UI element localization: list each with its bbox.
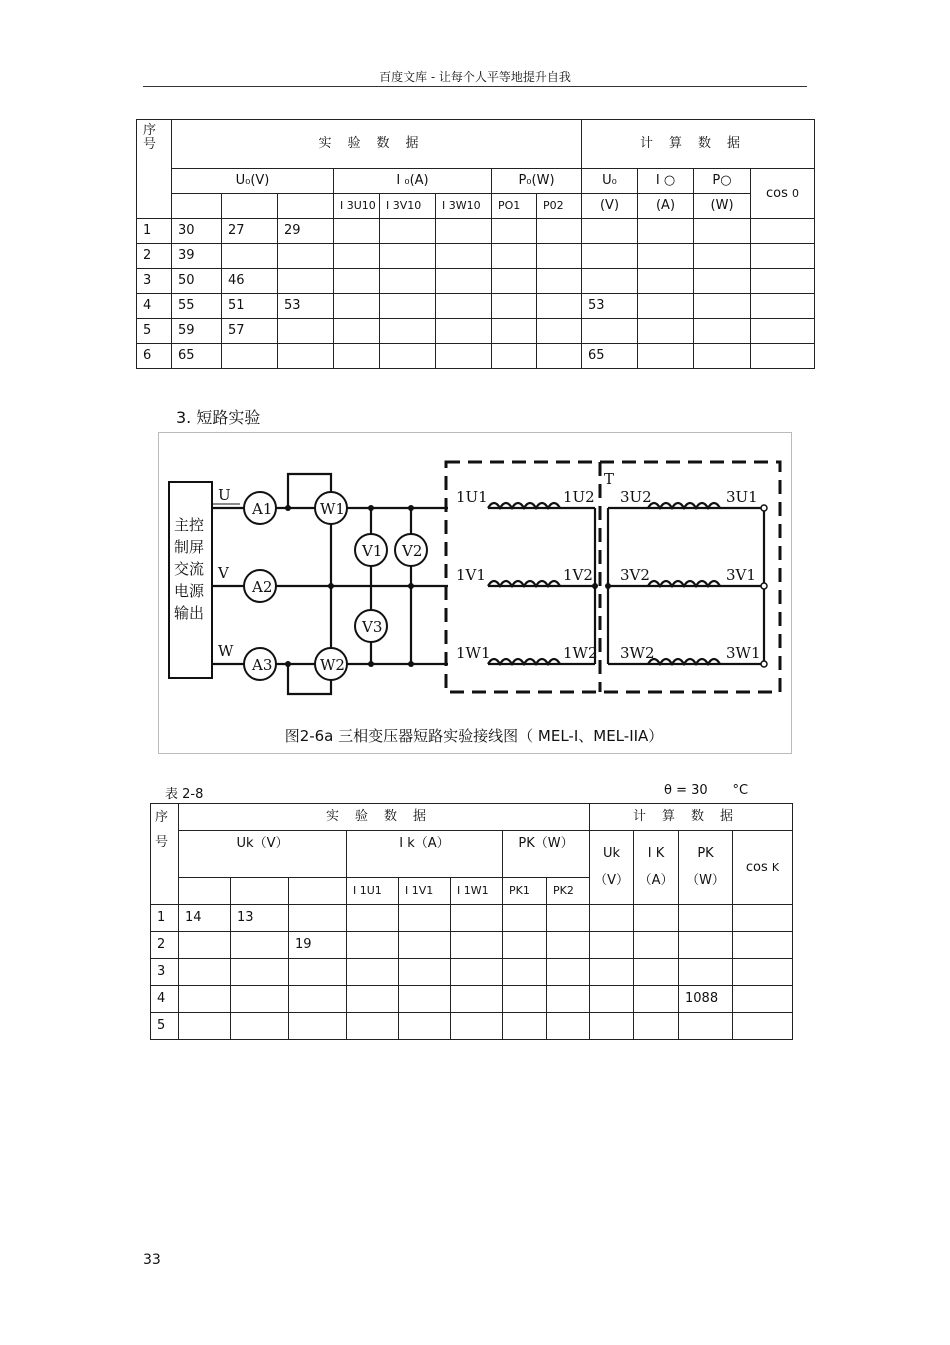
cosk-label: cos (745, 859, 768, 875)
table-cell (547, 932, 590, 959)
table-cell (634, 959, 679, 986)
table-cell (436, 319, 492, 344)
table-cell: 65 (172, 344, 222, 369)
ik-calc-label: I K (647, 846, 665, 862)
table-cell: 53 (278, 294, 334, 319)
terminal-3w2: 3W2 (620, 644, 655, 662)
table-row (137, 319, 815, 344)
table-cell (278, 344, 334, 369)
p0-unit: (W) (694, 194, 751, 219)
table-cell: 53 (582, 294, 638, 319)
ammeter-a2-label: A2 (252, 578, 273, 596)
source-label-line-4: 电源 (174, 582, 205, 600)
ik-calc-header (634, 831, 679, 905)
table-cell (694, 319, 751, 344)
table-row (151, 905, 793, 932)
table-cell (347, 905, 399, 932)
table-cell (582, 244, 638, 269)
table-cell (537, 319, 582, 344)
voltmeter-v1-label: V1 (362, 542, 383, 560)
seq-header: 序 号 (137, 120, 172, 219)
po1-header: PO1 (492, 194, 537, 219)
table-cell (638, 219, 694, 244)
table-cell (537, 244, 582, 269)
table-cell (334, 344, 380, 369)
table-cell (179, 986, 231, 1013)
cos-header (751, 169, 815, 219)
table-cell (492, 344, 537, 369)
pk-header: PK（W） (503, 831, 590, 878)
open-circuit-table (136, 119, 815, 369)
phase-v-label: V (218, 564, 229, 582)
table-cell: 65 (582, 344, 638, 369)
table-cell (634, 1013, 679, 1040)
table-cell (503, 959, 547, 986)
table-cell: 3 (137, 269, 172, 294)
source-label-line-3: 交流 (174, 560, 205, 578)
table-row (137, 269, 815, 294)
table-cell: 3 (151, 959, 179, 986)
i3u-header: I 3U10 (334, 194, 380, 219)
table-cell: 51 (222, 294, 278, 319)
table-cell (638, 244, 694, 269)
u0-calc-header: U₀ (582, 169, 638, 194)
pk-calc-unit: （W） (686, 873, 725, 889)
terminal-3u1: 3U1 (726, 488, 758, 506)
table-cell (436, 344, 492, 369)
table-cell (751, 269, 815, 294)
table-row (137, 344, 815, 369)
short-circuit-table (150, 803, 793, 1040)
table-cell (537, 344, 582, 369)
table-cell (492, 319, 537, 344)
table-cell (399, 986, 451, 1013)
table-cell (733, 905, 793, 932)
terminal-1w1: 1W1 (456, 644, 491, 662)
ammeter-a1-label: A1 (252, 500, 273, 518)
table-cell: 55 (172, 294, 222, 319)
table-row (137, 244, 815, 269)
i3w-header: I 3W10 (436, 194, 492, 219)
table-cell (436, 294, 492, 319)
wattmeter-w2-label: W2 (320, 656, 345, 674)
terminal-1u1: 1U1 (456, 488, 488, 506)
table-cell (694, 219, 751, 244)
i0-calc-header: I ○ (638, 169, 694, 194)
page-header: 百度文库 - 让每个人平等地提升自我 (379, 70, 571, 84)
table-cell (347, 986, 399, 1013)
table-cell (399, 1013, 451, 1040)
cosk-subscript: K (771, 860, 780, 874)
table-cell: 46 (222, 269, 278, 294)
table-cell (733, 1013, 793, 1040)
table-cell (278, 269, 334, 294)
table-cell: 39 (172, 244, 222, 269)
table-cell (222, 344, 278, 369)
table-cell (347, 959, 399, 986)
table-cell (492, 219, 537, 244)
uk-calc-header (590, 831, 634, 905)
table-cell (547, 1013, 590, 1040)
table-cell (638, 294, 694, 319)
i1w-header: I 1W1 (451, 878, 503, 905)
table-cell (679, 959, 733, 986)
table-cell: 4 (151, 986, 179, 1013)
table-cell (634, 986, 679, 1013)
page-number: 33 (143, 1252, 161, 1268)
table-cell (334, 319, 380, 344)
table-cell: 50 (172, 269, 222, 294)
temperature-readout (664, 783, 748, 798)
cos-label: cos (766, 185, 788, 201)
table-cell (638, 269, 694, 294)
theta-value: θ = 30 (664, 783, 708, 798)
table-cell (492, 294, 537, 319)
table-cell: 2 (151, 932, 179, 959)
terminal-3u2: 3U2 (620, 488, 652, 506)
table-cell: 4 (137, 294, 172, 319)
table-cell (451, 986, 503, 1013)
po2-header: P02 (537, 194, 582, 219)
table-cell (590, 986, 634, 1013)
terminal-1v1: 1V1 (456, 566, 486, 584)
table-cell (231, 986, 289, 1013)
table-cell (231, 932, 289, 959)
table2-body (151, 905, 793, 1040)
section-title: 3. 短路实验 (176, 408, 261, 427)
terminal-3v2: 3V2 (620, 566, 650, 584)
table-cell (547, 986, 590, 1013)
table-row (137, 294, 815, 319)
table-cell (694, 294, 751, 319)
table-cell (179, 932, 231, 959)
table-cell (451, 1013, 503, 1040)
table-cell (179, 959, 231, 986)
table-cell (503, 932, 547, 959)
table-cell (451, 905, 503, 932)
table-cell (278, 319, 334, 344)
table-row (151, 986, 793, 1013)
table-cell (334, 294, 380, 319)
table-row (137, 219, 815, 244)
seq-header-2: 序 号 (151, 804, 179, 905)
i3v-header: I 3V10 (380, 194, 436, 219)
table-cell (733, 986, 793, 1013)
table-cell (590, 959, 634, 986)
table-cell (380, 219, 436, 244)
table-cell (436, 244, 492, 269)
wattmeter-w1-label: W1 (320, 500, 345, 518)
table-cell (451, 932, 503, 959)
table-cell (590, 905, 634, 932)
terminal-1u2: 1U2 (563, 488, 595, 506)
cosk-header (733, 831, 793, 905)
uk-calc-unit: （V） (594, 873, 629, 889)
table-cell: 59 (172, 319, 222, 344)
i0-header: I ₀(A) (334, 169, 492, 194)
table-cell (399, 905, 451, 932)
table-cell (289, 959, 347, 986)
table-cell (679, 905, 733, 932)
calc-data-header-2: 计算数据 (590, 804, 793, 831)
phase-w-label: W (218, 642, 234, 660)
table-cell (634, 932, 679, 959)
table-cell: 29 (278, 219, 334, 244)
table-cell (399, 932, 451, 959)
source-label-line-1: 主控 (174, 516, 205, 534)
table-cell (582, 269, 638, 294)
table-cell (451, 959, 503, 986)
uk-header: Uk（V） (179, 831, 347, 878)
table-cell: 6 (137, 344, 172, 369)
table-label: 表 2-8 (165, 787, 204, 802)
table-cell (582, 319, 638, 344)
table-cell (751, 219, 815, 244)
table-row (151, 1013, 793, 1040)
table-cell (751, 244, 815, 269)
exp-data-header-2: 实验数据 (179, 804, 590, 831)
table-cell (537, 269, 582, 294)
table-cell: 57 (222, 319, 278, 344)
table-cell (334, 244, 380, 269)
table-cell (289, 905, 347, 932)
terminal-1v2: 1V2 (563, 566, 593, 584)
table-cell (289, 986, 347, 1013)
table-cell (638, 344, 694, 369)
table-cell (503, 1013, 547, 1040)
table-cell (289, 1013, 347, 1040)
table-cell: 1088 (679, 986, 733, 1013)
temperature-unit: °C (732, 783, 749, 798)
table-cell (679, 932, 733, 959)
ik-header: I k（A） (347, 831, 503, 878)
table-cell: 13 (231, 905, 289, 932)
ik-calc-unit: （A） (638, 873, 674, 889)
table-cell (436, 219, 492, 244)
table-cell: 27 (222, 219, 278, 244)
p0-calc-header: P○ (694, 169, 751, 194)
i1u-header: I 1U1 (347, 878, 399, 905)
table-cell (547, 905, 590, 932)
table-cell (537, 294, 582, 319)
u0-header: U₀(V) (172, 169, 334, 194)
table-cell (436, 269, 492, 294)
figure-caption: 图2-6a 三相变压器短路实验接线图（ MEL-I、MEL-IIA） (284, 727, 664, 745)
table-cell (380, 319, 436, 344)
table-cell (380, 269, 436, 294)
exp-data-header: 实验数据 (172, 120, 582, 169)
table-cell (231, 959, 289, 986)
table-cell (679, 1013, 733, 1040)
table-cell (231, 1013, 289, 1040)
table-cell (380, 294, 436, 319)
table-cell: 5 (137, 319, 172, 344)
wiring-diagram (158, 432, 790, 732)
table1-body (137, 219, 815, 369)
table-cell (694, 344, 751, 369)
table-cell (751, 319, 815, 344)
i1v-header: I 1V1 (399, 878, 451, 905)
source-label-line-5: 输出 (174, 604, 205, 622)
voltmeter-v2-label: V2 (402, 542, 423, 560)
table-cell: 1 (137, 219, 172, 244)
u0-unit: (V) (582, 194, 638, 219)
p0-header: P₀(W) (492, 169, 582, 194)
table-cell: 19 (289, 932, 347, 959)
table-cell (278, 244, 334, 269)
voltmeter-v3-label: V3 (362, 618, 383, 636)
table-cell (590, 1013, 634, 1040)
header-rule (143, 86, 807, 87)
table-cell (399, 959, 451, 986)
table-cell (492, 244, 537, 269)
table-cell (537, 219, 582, 244)
transformer-label: T (604, 470, 615, 488)
pk2-header: PK2 (547, 878, 590, 905)
table-cell (694, 269, 751, 294)
table-cell (751, 294, 815, 319)
table-cell (334, 219, 380, 244)
table-cell (222, 244, 278, 269)
table-cell: 2 (137, 244, 172, 269)
table-cell (694, 244, 751, 269)
cos-subscript: 0 (792, 186, 800, 200)
table-cell (347, 1013, 399, 1040)
table-cell (503, 986, 547, 1013)
table-cell: 1 (151, 905, 179, 932)
terminal-3v1: 3V1 (726, 566, 756, 584)
uk-calc-label: Uk (602, 846, 621, 862)
table-cell (733, 959, 793, 986)
table-cell (547, 959, 590, 986)
table-cell (638, 319, 694, 344)
table-row (151, 932, 793, 959)
table-cell (334, 269, 380, 294)
table-cell (582, 219, 638, 244)
table-cell (733, 932, 793, 959)
pk-calc-label: PK (697, 846, 714, 862)
terminal-1w2: 1W2 (563, 644, 598, 662)
table-cell (492, 269, 537, 294)
table-cell (347, 932, 399, 959)
table-cell: 14 (179, 905, 231, 932)
source-label-line-2: 制屏 (174, 538, 205, 556)
table-cell: 5 (151, 1013, 179, 1040)
table-row (151, 959, 793, 986)
i0-unit: (A) (638, 194, 694, 219)
table-cell (634, 905, 679, 932)
table-cell: 30 (172, 219, 222, 244)
ammeter-a3-label: A3 (252, 656, 273, 674)
pk1-header: PK1 (503, 878, 547, 905)
table-cell (179, 1013, 231, 1040)
calc-data-header: 计算数据 (582, 120, 815, 169)
table-cell (503, 905, 547, 932)
table-cell (380, 244, 436, 269)
table-cell (590, 932, 634, 959)
pk-calc-header (679, 831, 733, 905)
terminal-3w1: 3W1 (726, 644, 761, 662)
table-cell (380, 344, 436, 369)
table-cell (751, 344, 815, 369)
phase-u-label: U (218, 486, 231, 504)
